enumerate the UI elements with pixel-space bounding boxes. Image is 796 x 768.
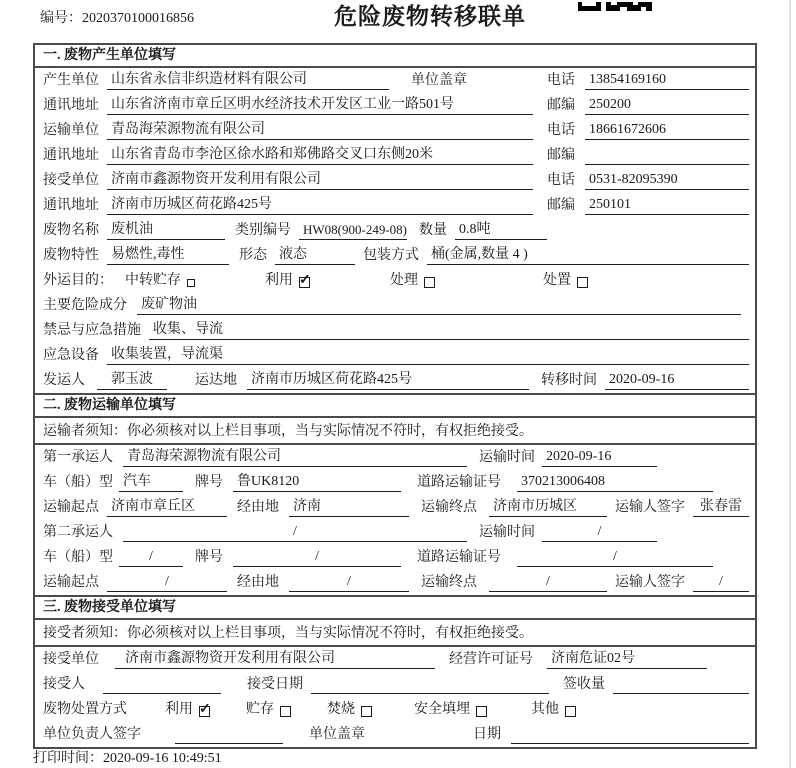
label-unit-seal: 单位盖章: [411, 73, 467, 89]
form-row-consignor: [35, 368, 755, 393]
label-taboo-measures: 禁忌与应急措施: [43, 323, 141, 339]
scan-page-edge: [789, 0, 791, 768]
label-via: 经由地: [237, 575, 279, 591]
field-receiver-name[interactable]: 济南市鑫源物资开发利用有限公司: [107, 172, 533, 190]
label-received-qty: 签收量: [563, 677, 605, 693]
label-zip: 邮编: [547, 148, 575, 164]
field-transfer-date[interactable]: 2020-09-16: [605, 372, 749, 390]
field-receive-date[interactable]: [311, 676, 549, 694]
label-phone: 电话: [547, 123, 575, 139]
label-option-transfer-storage: 中转贮存: [125, 273, 181, 289]
label-origin: 运输起点: [43, 500, 99, 516]
label-plate-no: 牌号: [195, 550, 223, 566]
label-purpose: 外运目的：: [43, 273, 113, 289]
field-carrier2-time[interactable]: /: [542, 524, 657, 542]
form-row-carrier2-route: [35, 570, 755, 595]
field-c1-permit[interactable]: 370213006408: [517, 474, 713, 492]
label-via: 经由地: [237, 500, 279, 516]
field-form[interactable]: 液态: [275, 247, 355, 265]
form-row-producer: [35, 68, 755, 93]
label-option-landfill: 安全填埋: [414, 702, 470, 718]
label-address: 通讯地址: [43, 148, 99, 164]
field-deliver-to[interactable]: 济南市历城区荷花路425号: [247, 372, 529, 390]
print-time-line: [33, 751, 222, 768]
form-row-transporter: [35, 118, 755, 143]
checkbox-transfer-storage[interactable]: [187, 279, 195, 287]
form-row-taboo: [35, 318, 755, 343]
document-header: [0, 0, 796, 43]
field-c1-destination[interactable]: 济南市历城区: [489, 499, 607, 517]
label-recipient: 接受人: [43, 677, 85, 693]
field-producer-phone[interactable]: 13854169160: [585, 72, 749, 90]
field-category-code[interactable]: HW08(900-249-08): [299, 222, 407, 240]
label-option-incinerate: 焚烧: [327, 702, 355, 718]
field-date[interactable]: [511, 726, 749, 744]
section-receiver: [35, 595, 755, 747]
serial-label: 编号：: [40, 11, 82, 26]
section-receiver-title: 三. 废物接受单位填写: [35, 597, 755, 620]
label-carrier-signature: 运输人签字: [615, 575, 685, 591]
label-waste-name: 废物名称: [43, 223, 99, 239]
print-time-value: 2020-09-16 10:49:51: [103, 751, 222, 766]
label-zip: 邮编: [547, 198, 575, 214]
field-producer-address[interactable]: 山东省济南市章丘区明水经济技术开发区工业一路501号: [107, 97, 533, 115]
field-consignor[interactable]: 郭玉波: [97, 372, 167, 390]
receiver-notice: 接受者须知：你必须核对以上栏目事项，当与实际情况不符时，有权拒绝接受。: [35, 620, 755, 647]
label-transport-time: 运输时间: [479, 450, 535, 466]
label-hazard-component: 主要危险成分: [43, 298, 127, 314]
form-row-responsible-sign: [35, 722, 755, 747]
field-c1-via[interactable]: 济南: [289, 499, 409, 517]
field-c2-signature[interactable]: /: [693, 574, 749, 592]
field-c2-via[interactable]: /: [289, 574, 409, 592]
checkbox-disposal-incinerate[interactable]: [361, 706, 372, 717]
field-transporter-name[interactable]: 青岛海荣源物流有限公司: [107, 122, 533, 140]
field-first-carrier[interactable]: 青岛海荣源物流有限公司: [123, 449, 467, 467]
label-vehicle-type: 车（船）型: [43, 550, 113, 566]
label-business-permit: 经营许可证号: [449, 652, 533, 668]
label-road-permit: 道路运输证号: [417, 550, 501, 566]
label-carrier-signature: 运输人签字: [615, 500, 685, 516]
field-carrier1-time[interactable]: 2020-09-16: [542, 449, 657, 467]
form-row-carrier2: [35, 520, 755, 545]
checkbox-disposal-other[interactable]: [565, 706, 576, 717]
label-option-utilize: 利用: [265, 273, 293, 289]
label-waste-character: 废物特性: [43, 248, 99, 264]
field-c1-origin[interactable]: 济南市章丘区: [107, 499, 227, 517]
label-transporter: 运输单位: [43, 123, 99, 139]
transporter-notice: 运输者须知：你必须核对以上栏目事项，当与实际情况不符时，有权拒绝接受。: [35, 418, 755, 445]
label-transport-time: 运输时间: [479, 525, 535, 541]
label-option-treat: 处理: [390, 273, 418, 289]
label-consignor: 发运人: [43, 373, 85, 389]
field-emergency-equipment[interactable]: 收集装置，导流渠: [107, 347, 749, 365]
section-producer-title: 一. 废物产生单位填写: [35, 45, 755, 68]
field-quantity[interactable]: 0.8吨: [455, 222, 547, 240]
form-row-waste-name: [35, 218, 755, 243]
label-origin: 运输起点: [43, 575, 99, 591]
field-receiver-zip[interactable]: 250101: [585, 197, 749, 215]
label-option-store: 贮存: [246, 702, 274, 718]
label-destination: 运输终点: [421, 500, 477, 516]
form-row-carrier1-route: [35, 495, 755, 520]
field-packing[interactable]: 桶(金属,数量 4 ): [427, 247, 749, 265]
field-hazard-component[interactable]: 废矿物油: [137, 297, 741, 315]
field-received-qty[interactable]: [613, 676, 749, 694]
form-row-carrier1-vehicle: [35, 470, 755, 495]
checkbox-utilize[interactable]: [299, 277, 310, 288]
serial-number: 2020370100016856: [82, 11, 194, 26]
label-transfer-time: 转移时间: [541, 373, 597, 389]
section-transporter: [35, 393, 755, 595]
label-plate-no: 牌号: [195, 475, 223, 491]
checkbox-treat[interactable]: [424, 277, 435, 288]
field-receiver-phone[interactable]: 0531-82095390: [585, 172, 749, 190]
qr-code-icon: [578, 0, 652, 17]
section-transporter-title: 二. 废物运输单位填写: [35, 395, 755, 418]
label-disposal-method: 废物处置方式: [43, 702, 127, 718]
form-row-waste-character: [35, 243, 755, 268]
label-packing: 包装方式: [363, 248, 419, 264]
checkbox-disposal-landfill[interactable]: [476, 706, 487, 717]
label-zip: 邮编: [547, 98, 575, 114]
label-second-carrier: 第二承运人: [43, 525, 113, 541]
field-c1-vehicle[interactable]: 汽车: [119, 474, 183, 492]
field-c1-plate[interactable]: 鲁UK8120: [233, 474, 401, 492]
field-receive-unit[interactable]: 济南市鑫源物资开发利用有限公司: [115, 651, 435, 669]
form-row-producer-address: [35, 93, 755, 118]
label-unit-seal: 单位盖章: [309, 727, 365, 743]
label-receive-date: 接受日期: [247, 677, 303, 693]
field-business-permit[interactable]: 济南危证02号: [547, 651, 707, 669]
field-c2-permit[interactable]: /: [517, 549, 713, 567]
label-first-carrier: 第一承运人: [43, 450, 113, 466]
field-c1-signature[interactable]: 张春雷: [693, 499, 749, 517]
form-row-receive-unit: [35, 647, 755, 672]
checkbox-disposal-store[interactable]: [280, 706, 291, 717]
form-row-transporter-address: [35, 143, 755, 168]
checkbox-dispose[interactable]: [577, 277, 588, 288]
label-option-other: 其他: [531, 702, 559, 718]
label-receive-unit: 接受单位: [43, 652, 99, 668]
label-destination: 运输终点: [421, 575, 477, 591]
field-recipient[interactable]: [103, 676, 221, 694]
page-title: 危险废物转移联单: [334, 4, 526, 29]
print-time-label: 打印时间：: [33, 751, 103, 766]
field-c2-origin[interactable]: /: [107, 574, 227, 592]
manifest-form: [33, 43, 757, 749]
field-transporter-address[interactable]: 山东省青岛市李沧区徐水路和郑佛路交叉口东侧20米: [107, 147, 533, 165]
form-row-purpose: [35, 268, 755, 293]
form-row-receiver-address: [35, 193, 755, 218]
form-row-carrier1: [35, 445, 755, 470]
field-c2-vehicle[interactable]: /: [119, 549, 183, 567]
field-producer-zip[interactable]: 250200: [585, 97, 749, 115]
field-waste-name[interactable]: 废机油: [107, 222, 225, 240]
label-address: 通讯地址: [43, 98, 99, 114]
field-producer-name[interactable]: 山东省永信非织造材料有限公司: [107, 72, 389, 90]
checkbox-disposal-utilize[interactable]: [199, 706, 210, 717]
field-receiver-address[interactable]: 济南市历城区荷花路425号: [107, 197, 533, 215]
label-emergency-equipment: 应急设备: [43, 348, 99, 364]
form-row-hazard: [35, 293, 755, 318]
form-row-carrier2-vehicle: [35, 545, 755, 570]
field-transporter-zip[interactable]: [585, 147, 749, 165]
label-road-permit: 道路运输证号: [417, 475, 501, 491]
form-row-receiver: [35, 168, 755, 193]
label-phone: 电话: [547, 73, 575, 89]
label-receiver: 接受单位: [43, 173, 99, 189]
field-second-carrier[interactable]: /: [123, 524, 467, 542]
label-option-utilize: 利用: [165, 702, 193, 718]
label-form: 形态: [239, 248, 267, 264]
label-category-code: 类别编号: [235, 223, 291, 239]
serial-number-line: [40, 11, 194, 28]
label-vehicle-type: 车（船）型: [43, 475, 113, 491]
label-option-dispose: 处置: [543, 273, 571, 289]
field-transporter-phone[interactable]: 18661672606: [585, 122, 749, 140]
field-taboo-measures[interactable]: 收集、导流: [149, 322, 749, 340]
form-row-equipment: [35, 343, 755, 368]
label-address: 通讯地址: [43, 198, 99, 214]
form-row-disposal-method: [35, 697, 755, 722]
field-c2-plate[interactable]: /: [233, 549, 401, 567]
label-deliver-to: 运达地: [195, 373, 237, 389]
form-row-recipient: [35, 672, 755, 697]
label-responsible-signature: 单位负责人签字: [43, 727, 141, 743]
label-producer: 产生单位: [43, 73, 99, 89]
label-phone: 电话: [547, 173, 575, 189]
label-quantity: 数量: [419, 223, 447, 239]
field-waste-character[interactable]: 易燃性,毒性: [107, 247, 229, 265]
field-c2-destination[interactable]: /: [489, 574, 607, 592]
label-date: 日期: [473, 727, 501, 743]
field-responsible-signature[interactable]: [175, 726, 283, 744]
section-producer: [35, 45, 755, 393]
